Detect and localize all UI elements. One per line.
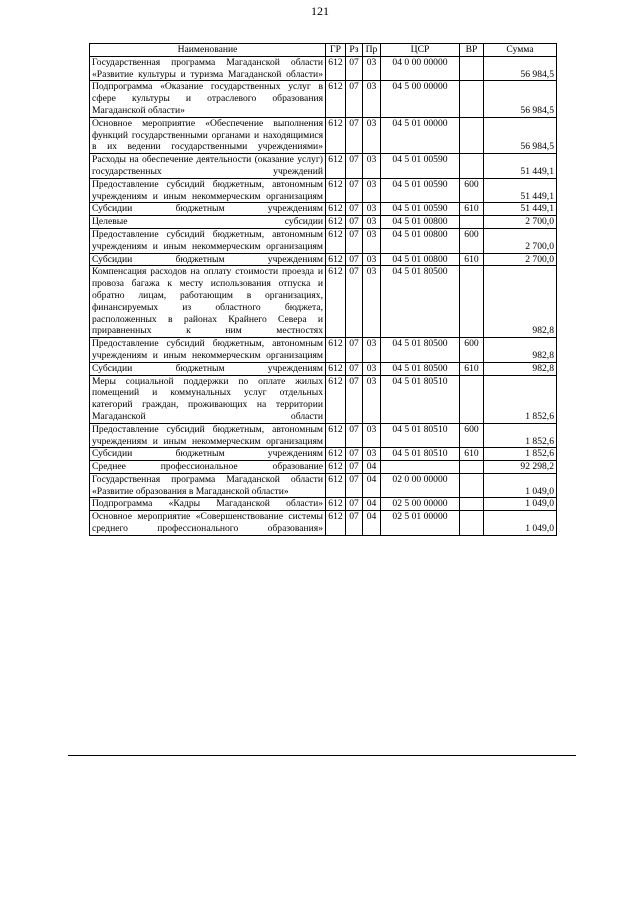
cell-vr: [460, 473, 484, 498]
cell-gr: 612: [326, 461, 346, 474]
cell-rz: 07: [346, 154, 363, 179]
cell-gr: 612: [326, 154, 346, 179]
page-number: 121: [311, 4, 329, 18]
cell-rz: 07: [346, 266, 363, 338]
cell-rz: 07: [346, 375, 363, 423]
cell-csr: 02 5 01 00000: [381, 511, 460, 536]
table-row: [90, 338, 557, 363]
cell-rz: 07: [346, 56, 363, 81]
cell-csr: 04 0 00 00000: [381, 56, 460, 81]
cell-name: Субсидии бюджетным учреждениям: [90, 448, 326, 461]
cell-pr: 03: [363, 266, 381, 338]
table-row: [90, 375, 557, 423]
table-row: [90, 56, 557, 81]
table-body: [90, 56, 557, 535]
cell-name: Подпрограмма «Оказание государственных услуг в сфере культуры и отраслевого образования Магаданской области»: [90, 81, 326, 117]
cell-csr: 04 5 01 80510: [381, 423, 460, 448]
cell-gr: 612: [326, 178, 346, 203]
table-row: [90, 253, 557, 266]
table-row: [90, 498, 557, 511]
cell-rz: 07: [346, 228, 363, 253]
cell-csr: 04 5 01 80500: [381, 362, 460, 375]
cell-rz: 07: [346, 461, 363, 474]
cell-name: Основное мероприятие «Обеспечение выполнения функций государственными органами и находящимися в их ведении государственными учреждениями»: [90, 117, 326, 153]
cell-gr: 612: [326, 473, 346, 498]
cell-csr: 04 5 01 00800: [381, 228, 460, 253]
cell-csr: 04 5 01 00590: [381, 178, 460, 203]
cell-csr: 04 5 01 00590: [381, 203, 460, 216]
cell-pr: 03: [363, 154, 381, 179]
cell-pr: 03: [363, 423, 381, 448]
cell-rz: 07: [346, 178, 363, 203]
cell-pr: 03: [363, 448, 381, 461]
cell-sum: 1 852,6: [484, 375, 557, 423]
cell-gr: 612: [326, 338, 346, 363]
cell-vr: [460, 216, 484, 229]
cell-csr: 04 5 01 00590: [381, 154, 460, 179]
cell-name: Государственная программа Магаданской области «Развитие культуры и туризма Магаданской области»: [90, 56, 326, 81]
cell-rz: 07: [346, 338, 363, 363]
cell-gr: 612: [326, 423, 346, 448]
cell-csr: 04 5 01 80510: [381, 448, 460, 461]
cell-sum: 56 984,5: [484, 56, 557, 81]
cell-name: Государственная программа Магаданской области «Развитие образования в Магаданской области»: [90, 473, 326, 498]
cell-sum: 56 984,5: [484, 81, 557, 117]
cell-vr: 600: [460, 338, 484, 363]
budget-table: [89, 43, 557, 536]
cell-name: Подпрограмма «Кадры Магаданской области»: [90, 498, 326, 511]
cell-sum: 51 449,1: [484, 203, 557, 216]
cell-name: Субсидии бюджетным учреждениям: [90, 253, 326, 266]
table-row: [90, 266, 557, 338]
table-header-row: [90, 44, 557, 57]
cell-sum: 2 700,0: [484, 216, 557, 229]
cell-csr: 04 5 01 80500: [381, 338, 460, 363]
cell-pr: 03: [363, 56, 381, 81]
cell-gr: 612: [326, 81, 346, 117]
cell-sum: 1 852,6: [484, 448, 557, 461]
cell-vr: 610: [460, 253, 484, 266]
cell-name: Основное мероприятие «Совершенствование системы среднего профессионального образования»: [90, 511, 326, 536]
cell-name: Предоставление субсидий бюджетным, автономным учреждениям и иным некоммерческим организациям: [90, 228, 326, 253]
table-row: [90, 448, 557, 461]
table-row: [90, 362, 557, 375]
cell-gr: 612: [326, 216, 346, 229]
cell-vr: [460, 461, 484, 474]
cell-sum: 1 049,0: [484, 511, 557, 536]
table-row: [90, 511, 557, 536]
cell-gr: 612: [326, 228, 346, 253]
cell-csr: 04 5 01 00800: [381, 216, 460, 229]
table-row: [90, 423, 557, 448]
cell-name: Расходы на обеспечение деятельности (оказание услуг) государственных учреждений: [90, 154, 326, 179]
cell-vr: [460, 56, 484, 81]
table-row: [90, 203, 557, 216]
cell-gr: 612: [326, 375, 346, 423]
cell-sum: 51 449,1: [484, 178, 557, 203]
cell-rz: 07: [346, 473, 363, 498]
cell-sum: 982,8: [484, 362, 557, 375]
table-row: [90, 154, 557, 179]
cell-rz: 07: [346, 216, 363, 229]
cell-gr: 612: [326, 448, 346, 461]
cell-gr: 612: [326, 362, 346, 375]
cell-gr: 612: [326, 253, 346, 266]
cell-vr: 600: [460, 228, 484, 253]
cell-pr: 04: [363, 461, 381, 474]
cell-pr: 03: [363, 178, 381, 203]
cell-gr: 612: [326, 56, 346, 81]
cell-csr: 04 5 01 00800: [381, 253, 460, 266]
header-csr: ЦСР: [381, 44, 460, 57]
cell-vr: [460, 117, 484, 153]
cell-csr: 04 5 00 00000: [381, 81, 460, 117]
cell-pr: 03: [363, 362, 381, 375]
cell-name: Компенсация расходов на оплату стоимости проезда и провоза багажа к месту использования отпуска и обратно лицам, работающим в организациях, финансируемых из областного бюджета, расположенных в районах Крайнего Севера и приравненных к ним местностях: [90, 266, 326, 338]
cell-name: Предоставление субсидий бюджетным, автономным учреждениям и иным некоммерческим организациям: [90, 338, 326, 363]
cell-csr: 02 5 00 00000: [381, 498, 460, 511]
cell-pr: 03: [363, 81, 381, 117]
cell-csr: 04 5 01 00000: [381, 117, 460, 153]
cell-gr: 612: [326, 266, 346, 338]
cell-pr: 03: [363, 117, 381, 153]
cell-pr: 03: [363, 338, 381, 363]
cell-rz: 07: [346, 81, 363, 117]
cell-sum: 1 049,0: [484, 498, 557, 511]
cell-vr: 600: [460, 178, 484, 203]
cell-sum: 2 700,0: [484, 253, 557, 266]
table-row: [90, 461, 557, 474]
cell-rz: 07: [346, 203, 363, 216]
table-row: [90, 473, 557, 498]
cell-name: Меры социальной поддержки по оплате жилых помещений и коммунальных услуг отдельных категорий граждан, проживающих на территории Магаданской области: [90, 375, 326, 423]
cell-sum: 1 049,0: [484, 473, 557, 498]
cell-gr: 612: [326, 203, 346, 216]
cell-name: Субсидии бюджетным учреждениям: [90, 362, 326, 375]
header-vr: ВР: [460, 44, 484, 57]
cell-csr: [381, 461, 460, 474]
header-sum: Сумма: [484, 44, 557, 57]
footer-divider: [68, 755, 576, 756]
cell-rz: 07: [346, 498, 363, 511]
cell-csr: 04 5 01 80500: [381, 266, 460, 338]
table-row: [90, 228, 557, 253]
cell-sum: 92 298,2: [484, 461, 557, 474]
table-row: [90, 178, 557, 203]
cell-pr: 04: [363, 498, 381, 511]
cell-rz: 07: [346, 423, 363, 448]
cell-rz: 07: [346, 253, 363, 266]
cell-name: Предоставление субсидий бюджетным, автономным учреждениям и иным некоммерческим организациям: [90, 423, 326, 448]
cell-pr: 04: [363, 511, 381, 536]
cell-pr: 04: [363, 473, 381, 498]
cell-csr: 02 0 00 00000: [381, 473, 460, 498]
cell-rz: 07: [346, 362, 363, 375]
cell-vr: [460, 498, 484, 511]
cell-sum: 56 984,5: [484, 117, 557, 153]
cell-sum: 2 700,0: [484, 228, 557, 253]
table-row: [90, 117, 557, 153]
cell-rz: 07: [346, 511, 363, 536]
cell-gr: 612: [326, 511, 346, 536]
cell-name: Целевые субсидии: [90, 216, 326, 229]
cell-pr: 03: [363, 228, 381, 253]
cell-pr: 03: [363, 253, 381, 266]
cell-sum: 982,8: [484, 338, 557, 363]
cell-sum: 982,8: [484, 266, 557, 338]
header-gr: ГР: [326, 44, 346, 57]
cell-vr: 600: [460, 423, 484, 448]
cell-vr: 610: [460, 448, 484, 461]
cell-name: Предоставление субсидий бюджетным, автономным учреждениям и иным некоммерческим организациям: [90, 178, 326, 203]
header-name: Наименование: [90, 44, 326, 57]
cell-pr: 03: [363, 216, 381, 229]
cell-sum: 1 852,6: [484, 423, 557, 448]
cell-gr: 612: [326, 117, 346, 153]
cell-vr: [460, 81, 484, 117]
cell-vr: 610: [460, 203, 484, 216]
table-row: [90, 81, 557, 117]
cell-pr: 03: [363, 203, 381, 216]
cell-sum: 51 449,1: [484, 154, 557, 179]
cell-csr: 04 5 01 80510: [381, 375, 460, 423]
header-pr: Пр: [363, 44, 381, 57]
cell-vr: [460, 266, 484, 338]
cell-vr: 610: [460, 362, 484, 375]
cell-name: Субсидии бюджетным учреждениям: [90, 203, 326, 216]
cell-gr: 612: [326, 498, 346, 511]
header-rz: Рз: [346, 44, 363, 57]
cell-vr: [460, 511, 484, 536]
cell-pr: 03: [363, 375, 381, 423]
cell-name: Среднее профессиональное образование: [90, 461, 326, 474]
cell-rz: 07: [346, 448, 363, 461]
table-row: [90, 216, 557, 229]
cell-vr: [460, 375, 484, 423]
cell-vr: [460, 154, 484, 179]
cell-rz: 07: [346, 117, 363, 153]
